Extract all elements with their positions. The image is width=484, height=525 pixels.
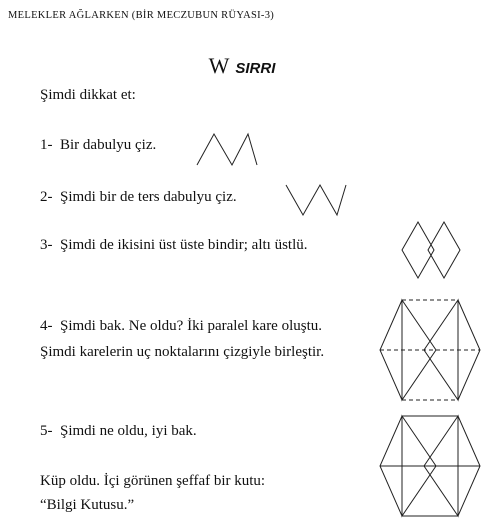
- page-title: [0, 53, 484, 79]
- step-2-text: Şimdi bir de ters dabulyu çiz.: [60, 189, 237, 205]
- w-shape-figure: [195, 130, 259, 168]
- cube-hexagon-figure: [378, 412, 482, 522]
- w-shape-line: [197, 134, 257, 165]
- step-4-second-line: Şimdi karelerin uç noktalarını çizgiyle birleştir.: [40, 344, 325, 360]
- inverted-w-figure: [284, 183, 348, 219]
- step-5: [40, 423, 197, 440]
- intro-text: Şimdi dikkat et:: [40, 87, 136, 103]
- running-header: MELEKLER AĞLARKEN (BİR MECZUBUN RÜYASI-3): [8, 10, 275, 21]
- hexagon-dashed-figure: [378, 296, 482, 408]
- step-2: [40, 189, 237, 206]
- conclusion-line-2: “Bilgi Kutusu.”: [40, 497, 135, 513]
- left-rhombus: [402, 222, 434, 278]
- step-1: [40, 137, 156, 154]
- step-3-text: Şimdi de ikisini üst üste bindir; altı üstlü.: [60, 237, 308, 253]
- step-4-text: Şimdi bak. Ne oldu? İki paralel kare oluştu.: [60, 318, 323, 334]
- step-4-number: 4-: [40, 318, 53, 334]
- title-letter: W: [208, 53, 230, 78]
- step-3: [40, 237, 308, 254]
- step-5-number: 5-: [40, 423, 53, 439]
- step-3-number: 3-: [40, 237, 53, 253]
- conclusion-line-1: Küp oldu. İçi görünen şeffaf bir kutu:: [40, 473, 266, 489]
- inverted-w-line: [286, 185, 346, 215]
- overlapping-rhombi-figure: [400, 220, 464, 282]
- step-5-text: Şimdi ne oldu, iyi bak.: [60, 423, 197, 439]
- title-word: SIRRI: [235, 60, 276, 77]
- right-rhombus: [428, 222, 460, 278]
- step-2-number: 2-: [40, 189, 53, 205]
- step-1-number: 1-: [40, 137, 53, 153]
- step-1-text: Bir dabulyu çiz.: [60, 137, 157, 153]
- step-4: [40, 318, 322, 335]
- right-edges: [458, 300, 480, 400]
